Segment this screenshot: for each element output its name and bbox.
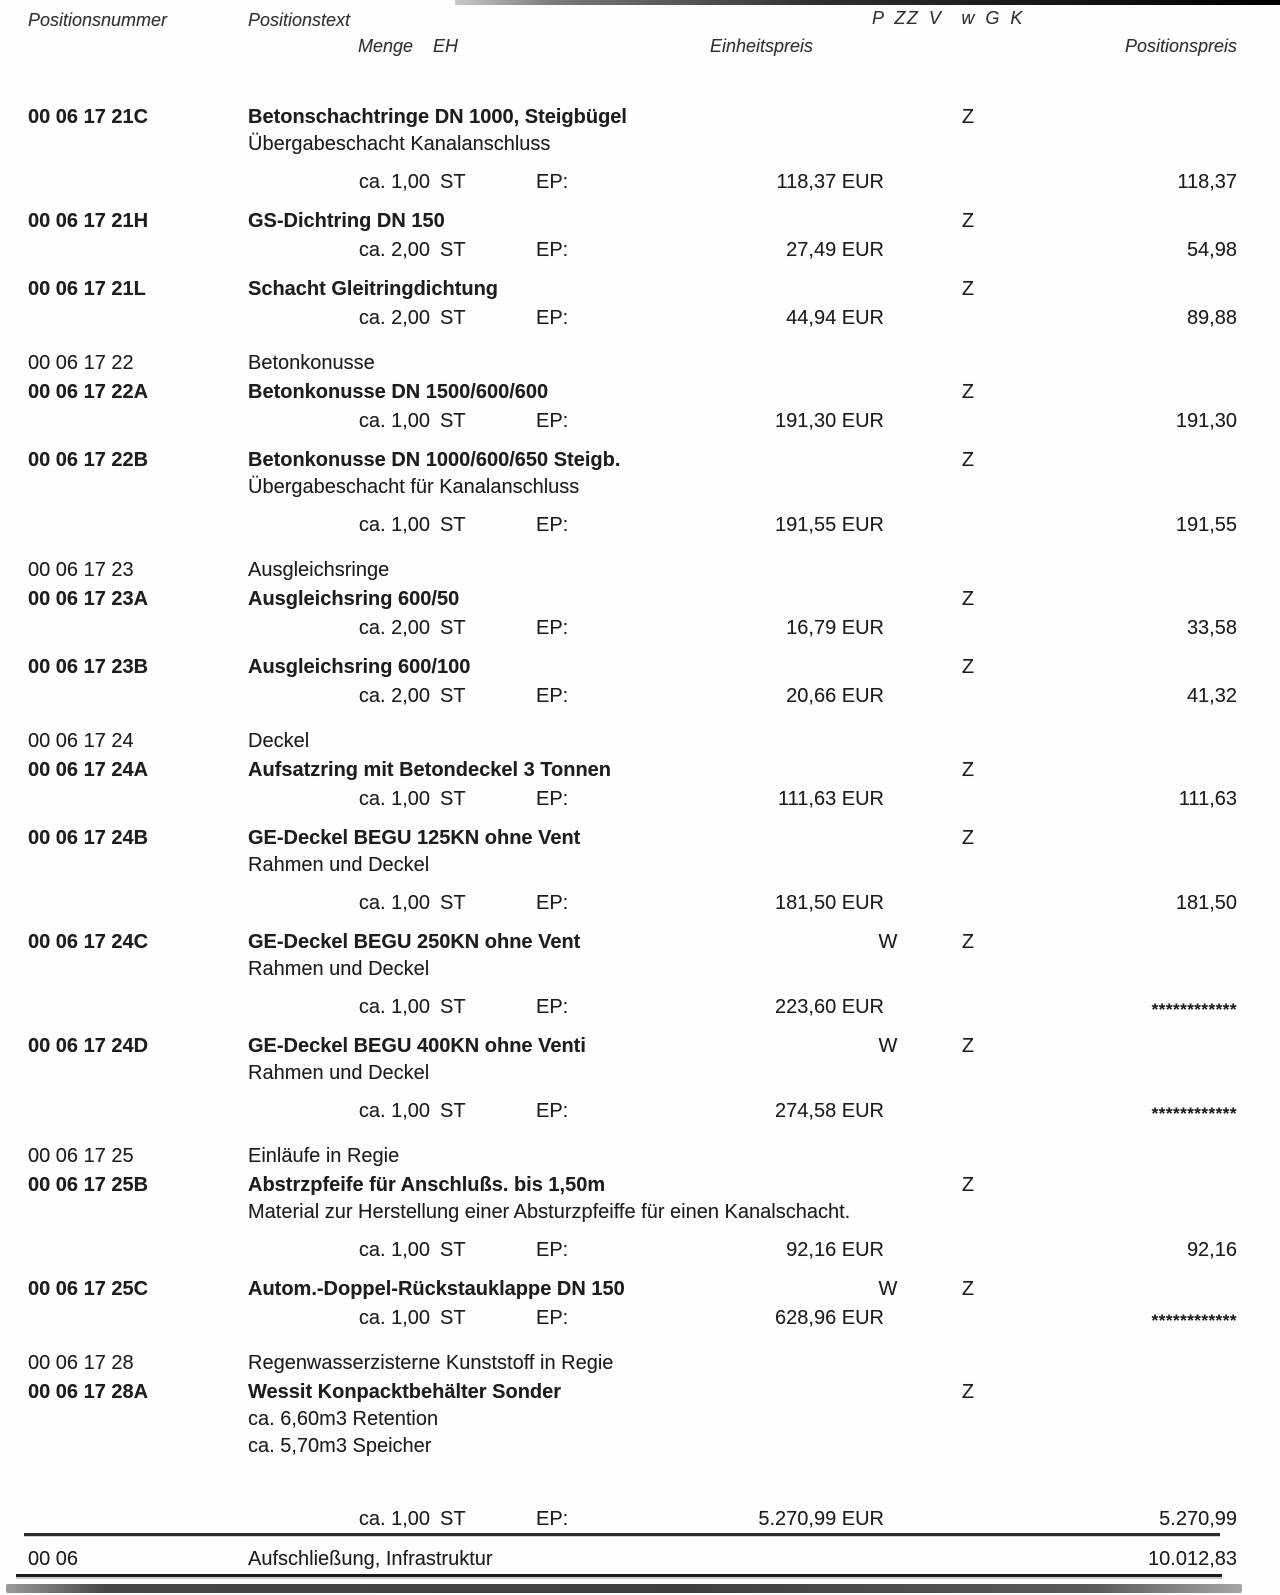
unit-value: ST (440, 1307, 466, 1329)
quantity-line (248, 1305, 1280, 1332)
position-number: 00 06 17 24A (28, 759, 149, 781)
z-flag: Z (961, 827, 975, 849)
unit-value: ST (440, 239, 466, 261)
position-body (248, 1033, 1280, 1125)
quantity-line (248, 615, 1280, 642)
position-description: ca. 5,70m3 Speicher (248, 1435, 432, 1457)
position-total: 41,32 (1186, 685, 1237, 707)
position-title: Wessit Konpacktbehälter Sonder (248, 1381, 562, 1403)
z-flag: Z (961, 1035, 975, 1057)
quantity-line (248, 408, 1280, 435)
header-positionstext: Positionstext (248, 10, 351, 30)
position-row (0, 825, 1280, 917)
unit-price: 111,63 EUR (778, 788, 884, 810)
position-title: Schacht Gleitringdichtung (248, 278, 499, 300)
position-body (248, 825, 1280, 917)
position-number: 00 06 17 25 (28, 1145, 134, 1167)
position-body (248, 1143, 1280, 1170)
position-total: 89,88 (1186, 307, 1237, 329)
position-body (248, 104, 1280, 196)
quantity-line (248, 512, 1280, 539)
summary-number: 00 06 (28, 1548, 79, 1570)
quantity-value: ca. 1,00 (358, 996, 430, 1018)
position-description: ca. 6,60m3 Retention (248, 1408, 439, 1430)
ep-label: EP: (536, 1508, 569, 1530)
z-flag: Z (961, 1381, 975, 1403)
ep-label: EP: (536, 307, 569, 329)
unit-price: 20,66 EUR (786, 685, 884, 707)
position-title-line (248, 586, 1280, 613)
position-title: Aufsatzring mit Betondeckel 3 Tonnen (248, 759, 611, 781)
position-title-line (248, 1172, 1280, 1199)
position-title: Abstrzpfeife für Anschlußs. bis 1,50m (248, 1174, 606, 1196)
position-number: 00 06 17 24C (28, 931, 149, 953)
position-row (0, 654, 1280, 710)
z-flag: Z (961, 759, 975, 781)
position-body (248, 1379, 1280, 1533)
position-body (248, 929, 1280, 1021)
unit-value: ST (440, 617, 466, 639)
ep-label: EP: (536, 239, 569, 261)
unit-price: 274,58 EUR (775, 1100, 884, 1122)
position-row (0, 929, 1280, 1021)
unit-value: ST (440, 171, 466, 193)
position-total: ************ (1151, 1311, 1237, 1330)
position-description: Übergabeschacht Kanalanschluss (248, 133, 551, 155)
z-flag: Z (961, 106, 975, 128)
z-flag: Z (961, 381, 975, 403)
unit-value: ST (440, 1508, 466, 1530)
position-number: 00 06 17 25B (28, 1174, 149, 1196)
position-number: 00 06 17 28A (28, 1381, 149, 1403)
header-positionspreis: Positionspreis (1124, 36, 1237, 56)
position-description: Material zur Herstellung einer Absturzpfeiffe für einen Kanalschacht. (248, 1201, 851, 1223)
z-flag: Z (961, 210, 975, 232)
position-body (248, 447, 1280, 539)
position-body (248, 208, 1280, 264)
quantity-line (248, 1098, 1280, 1125)
position-number: 00 06 17 23B (28, 656, 149, 678)
position-title-line (248, 104, 1280, 131)
position-row (0, 276, 1280, 332)
position-total: 191,30 (1175, 410, 1237, 432)
quantity-value: ca. 1,00 (358, 171, 430, 193)
quantity-value: ca. 1,00 (358, 514, 430, 536)
position-title: Deckel (248, 730, 310, 752)
quantity-value: ca. 1,00 (358, 892, 430, 914)
position-body (248, 1350, 1280, 1377)
quantity-value: ca. 1,00 (358, 410, 430, 432)
position-title: Einläufe in Regie (248, 1145, 400, 1167)
unit-price: 92,16 EUR (786, 1239, 884, 1261)
position-body (248, 1172, 1280, 1264)
ep-label: EP: (536, 685, 569, 707)
position-description: Rahmen und Deckel (248, 854, 430, 876)
position-number: 00 06 17 23A (28, 588, 149, 610)
position-body (248, 757, 1280, 813)
position-row (0, 379, 1280, 435)
position-number: 00 06 17 25C (28, 1278, 149, 1300)
header-flag-columns: P ZZ V w G K (872, 8, 1024, 28)
ep-label: EP: (536, 1100, 569, 1122)
quantity-line (248, 683, 1280, 710)
ep-label: EP: (536, 514, 569, 536)
unit-price: 181,50 EUR (775, 892, 884, 914)
position-number: 00 06 17 21H (28, 210, 149, 232)
ep-label: EP: (536, 788, 569, 810)
position-title-line (248, 825, 1280, 852)
quantity-line (248, 786, 1280, 813)
position-title-line (248, 1379, 1280, 1406)
ep-label: EP: (536, 892, 569, 914)
position-title-line (248, 208, 1280, 235)
position-row (0, 208, 1280, 264)
position-body (248, 654, 1280, 710)
position-row (0, 757, 1280, 813)
quantity-value: ca. 1,00 (358, 1100, 430, 1122)
position-total: ************ (1151, 1000, 1237, 1019)
position-title-line (248, 379, 1280, 406)
header-eh: EH (433, 36, 459, 56)
quantity-value: ca. 1,00 (358, 1239, 430, 1261)
unit-price: 118,37 EUR (776, 171, 884, 193)
position-total: 54,98 (1186, 239, 1237, 261)
position-title-line (248, 557, 1280, 584)
unit-price: 5.270,99 EUR (758, 1508, 884, 1530)
unit-value: ST (440, 514, 466, 536)
unit-value: ST (440, 307, 466, 329)
position-row (0, 1276, 1280, 1332)
position-title: GE-Deckel BEGU 250KN ohne Vent (248, 931, 581, 953)
position-total: 92,16 (1186, 1239, 1237, 1261)
position-row (0, 1379, 1280, 1533)
position-title-line (248, 1033, 1280, 1060)
position-title: Regenwasserzisterne Kunststoff in Regie (248, 1352, 614, 1374)
position-number: 00 06 17 22A (28, 381, 149, 403)
ep-label: EP: (536, 996, 569, 1018)
ep-label: EP: (536, 617, 569, 639)
unit-price: 223,60 EUR (775, 996, 884, 1018)
z-flag: Z (961, 1174, 975, 1196)
position-title-line (248, 350, 1280, 377)
position-title-line (248, 757, 1280, 784)
position-number: 00 06 17 24B (28, 827, 149, 849)
position-row (0, 586, 1280, 642)
position-title-line (248, 447, 1280, 474)
w-flag: W (878, 1278, 898, 1300)
position-body (248, 557, 1280, 584)
position-number: 00 06 17 23 (28, 559, 134, 581)
summary-top-rule (24, 1533, 1220, 1536)
position-body (248, 1276, 1280, 1332)
position-title: Betonkonusse (248, 352, 375, 374)
position-title-line (248, 929, 1280, 956)
quantity-value: ca. 1,00 (358, 1307, 430, 1329)
quantity-line (248, 1237, 1280, 1264)
position-total: 5.270,99 (1159, 1508, 1237, 1530)
unit-value: ST (440, 996, 466, 1018)
position-title-line (248, 276, 1280, 303)
header-einheitspreis: Einheitspreis (710, 36, 814, 56)
position-number: 00 06 17 22B (28, 449, 149, 471)
position-title: GE-Deckel BEGU 400KN ohne Venti (248, 1035, 586, 1057)
position-body (248, 379, 1280, 435)
z-flag: Z (961, 931, 975, 953)
position-title: Autom.-Doppel-Rückstauklappe DN 150 (248, 1278, 625, 1300)
position-title-line (248, 654, 1280, 681)
position-title: Ausgleichsring 600/50 (248, 588, 460, 610)
z-flag: Z (961, 278, 975, 300)
unit-value: ST (440, 892, 466, 914)
position-title-line (248, 1276, 1280, 1303)
ep-label: EP: (536, 410, 569, 432)
summary-bottom-rule (16, 1574, 1222, 1577)
quantity-value: ca. 2,00 (358, 685, 430, 707)
position-title-line (248, 1143, 1280, 1170)
position-total: 181,50 (1175, 892, 1237, 914)
position-body (248, 276, 1280, 332)
unit-value: ST (440, 1100, 466, 1122)
position-description: Rahmen und Deckel (248, 1062, 430, 1084)
position-description: Rahmen und Deckel (248, 958, 430, 980)
position-number: 00 06 17 21C (28, 106, 149, 128)
summary-label: Aufschließung, Infrastruktur (248, 1548, 493, 1570)
position-total: ************ (1151, 1104, 1237, 1123)
unit-value: ST (440, 410, 466, 432)
ep-label: EP: (536, 1239, 569, 1261)
position-title: Betonkonusse DN 1500/600/600 (248, 381, 549, 403)
position-row (0, 1033, 1280, 1125)
position-row (0, 1143, 1280, 1170)
quantity-value: ca. 1,00 (358, 1508, 430, 1530)
position-total: 33,58 (1186, 617, 1237, 639)
z-flag: Z (961, 449, 975, 471)
position-number: 00 06 17 24D (28, 1035, 149, 1057)
quantity-line (248, 1506, 1280, 1533)
unit-price: 628,96 EUR (775, 1307, 884, 1329)
position-row (0, 1350, 1280, 1377)
position-row (0, 728, 1280, 755)
z-flag: Z (961, 1278, 975, 1300)
quantity-line (248, 890, 1280, 917)
unit-value: ST (440, 1239, 466, 1261)
unit-price: 191,55 EUR (775, 514, 884, 536)
quantity-value: ca. 1,00 (358, 788, 430, 810)
unit-price: 16,79 EUR (786, 617, 884, 639)
position-title: GE-Deckel BEGU 125KN ohne Vent (248, 827, 581, 849)
position-title: GS-Dichtring DN 150 (248, 210, 445, 232)
position-title: Betonkonusse DN 1000/600/650 Steigb. (248, 449, 621, 471)
ep-label: EP: (536, 1307, 569, 1329)
position-description: Übergabeschacht für Kanalanschluss (248, 476, 580, 498)
position-body (248, 728, 1280, 755)
z-flag: Z (961, 588, 975, 610)
unit-value: ST (440, 685, 466, 707)
quantity-value: ca. 2,00 (358, 239, 430, 261)
position-row (0, 1172, 1280, 1264)
quantity-line (248, 169, 1280, 196)
w-flag: W (878, 931, 898, 953)
position-title: Ausgleichsring 600/100 (248, 656, 471, 678)
position-row (0, 350, 1280, 377)
quantity-line (248, 994, 1280, 1021)
position-total: 111,63 (1178, 788, 1237, 810)
summary-total: 10.012,83 (1148, 1548, 1237, 1570)
unit-price: 191,30 EUR (775, 410, 884, 432)
position-title-line (248, 1350, 1280, 1377)
position-title: Ausgleichsringe (248, 559, 390, 581)
position-title-line (248, 728, 1280, 755)
header-positionsnummer: Positionsnummer (28, 10, 168, 30)
quantity-value: ca. 2,00 (358, 307, 430, 329)
header-menge: Menge (358, 36, 414, 56)
position-total: 118,37 (1177, 171, 1237, 193)
bottom-scan-bar (6, 1584, 1242, 1593)
position-number: 00 06 17 22 (28, 352, 134, 374)
unit-value: ST (440, 788, 466, 810)
unit-price: 44,94 EUR (786, 307, 884, 329)
position-number: 00 06 17 24 (28, 730, 134, 752)
position-title: Betonschachtringe DN 1000, Steigbügel (248, 106, 627, 128)
ep-label: EP: (536, 171, 569, 193)
position-body (248, 350, 1280, 377)
position-number: 00 06 17 28 (28, 1352, 134, 1374)
unit-price: 27,49 EUR (786, 239, 884, 261)
position-row (0, 557, 1280, 584)
position-row (0, 104, 1280, 196)
quantity-line (248, 237, 1280, 264)
quantity-value: ca. 2,00 (358, 617, 430, 639)
z-flag: Z (961, 656, 975, 678)
position-total: 191,55 (1175, 514, 1237, 536)
position-body (248, 586, 1280, 642)
w-flag: W (878, 1035, 898, 1057)
quantity-line (248, 305, 1280, 332)
position-number: 00 06 17 21L (28, 278, 146, 300)
position-row (0, 447, 1280, 539)
